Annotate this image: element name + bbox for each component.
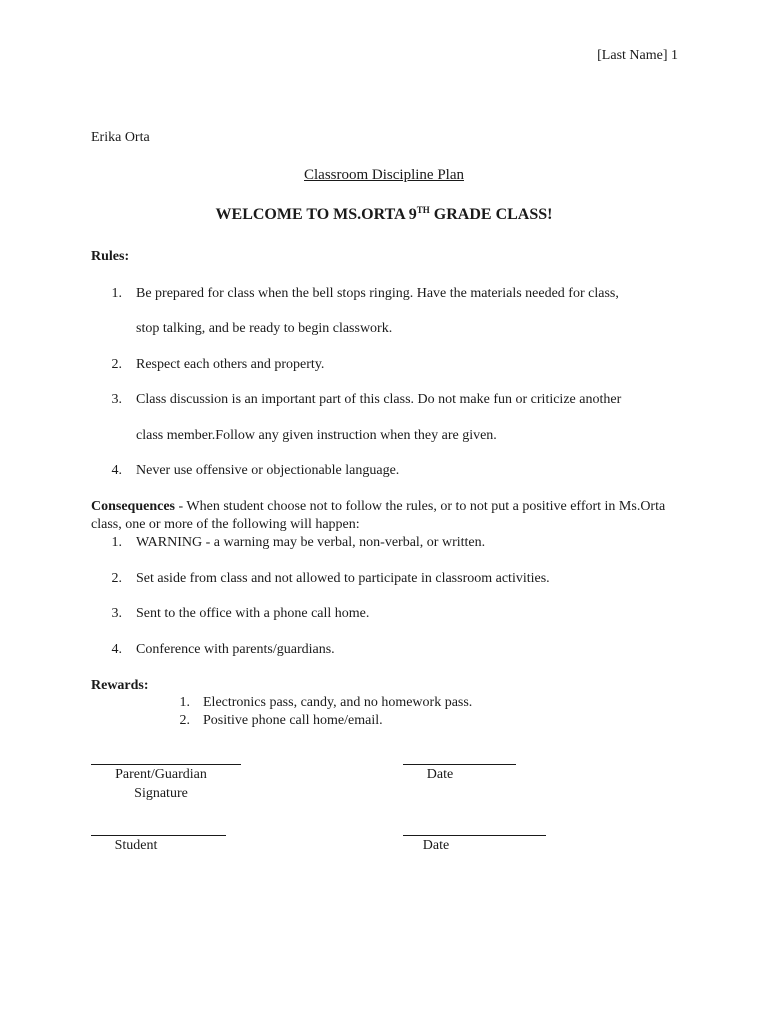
rule-text: Respect each others and property. <box>136 357 325 372</box>
rule-text: Never use offensive or objectionable language. <box>136 463 400 478</box>
rule-number: 1. <box>111 286 122 301</box>
student-signature-label: Student <box>114 838 158 853</box>
subtitle-ordinal: TH <box>416 205 430 215</box>
consequence-number: 1. <box>111 535 122 550</box>
reward-text: Positive phone call home/email. <box>203 713 383 728</box>
subtitle-main: WELCOME TO MS.ORTA 9 <box>215 206 417 223</box>
author-name: Erika Orta <box>91 130 150 145</box>
rule-number: 3. <box>111 392 122 407</box>
document-title: Classroom Discipline Plan <box>304 167 464 183</box>
consequences-paragraph <box>91 498 681 534</box>
student-date-label: Date <box>422 838 450 853</box>
consequence-text: Sent to the office with a phone call home. <box>136 606 370 621</box>
rewards-heading: Rewards: <box>91 678 149 693</box>
parent-label-line-2: Signature <box>134 786 188 801</box>
parent-label-line-1: Parent/Guardian <box>115 767 207 782</box>
parent-signature-label <box>91 765 231 803</box>
consequence-text: Conference with parents/guardians. <box>136 642 335 657</box>
parent-date-label: Date <box>426 767 454 782</box>
rule-text: Be prepared for class when the bell stops ringing. Have the materials needed for class, <box>136 286 619 301</box>
reward-text: Electronics pass, candy, and no homework pass. <box>203 695 473 710</box>
consequence-number: 2. <box>111 571 122 586</box>
consequences-heading: Consequences <box>91 499 176 514</box>
rule-text-continued: stop talking, and be ready to begin classwork. <box>136 321 393 336</box>
running-head: [Last Name] 1 <box>597 48 678 63</box>
rules-heading: Rules: <box>91 249 130 264</box>
consequence-number: 4. <box>111 642 122 657</box>
consequence-number: 3. <box>111 606 122 621</box>
rule-text-continued: class member.Follow any given instruction when they are given. <box>136 428 497 443</box>
consequences-intro: - When student choose not to follow the rules, or to not put a positive effort in Ms.Orta class, one or more of the following will happen: <box>91 499 666 532</box>
consequence-text: WARNING - a warning may be verbal, non-verbal, or written. <box>136 535 486 550</box>
rule-number: 4. <box>111 463 122 478</box>
subtitle-end: GRADE CLASS! <box>429 206 553 223</box>
consequence-text: Set aside from class and not allowed to participate in classroom activities. <box>136 571 550 586</box>
rule-number: 2. <box>111 357 122 372</box>
document-subtitle <box>0 205 768 225</box>
reward-number: 2. <box>179 713 190 728</box>
rule-text: Class discussion is an important part of this class. Do not make fun or criticize another <box>136 392 622 407</box>
reward-number: 1. <box>179 695 190 710</box>
